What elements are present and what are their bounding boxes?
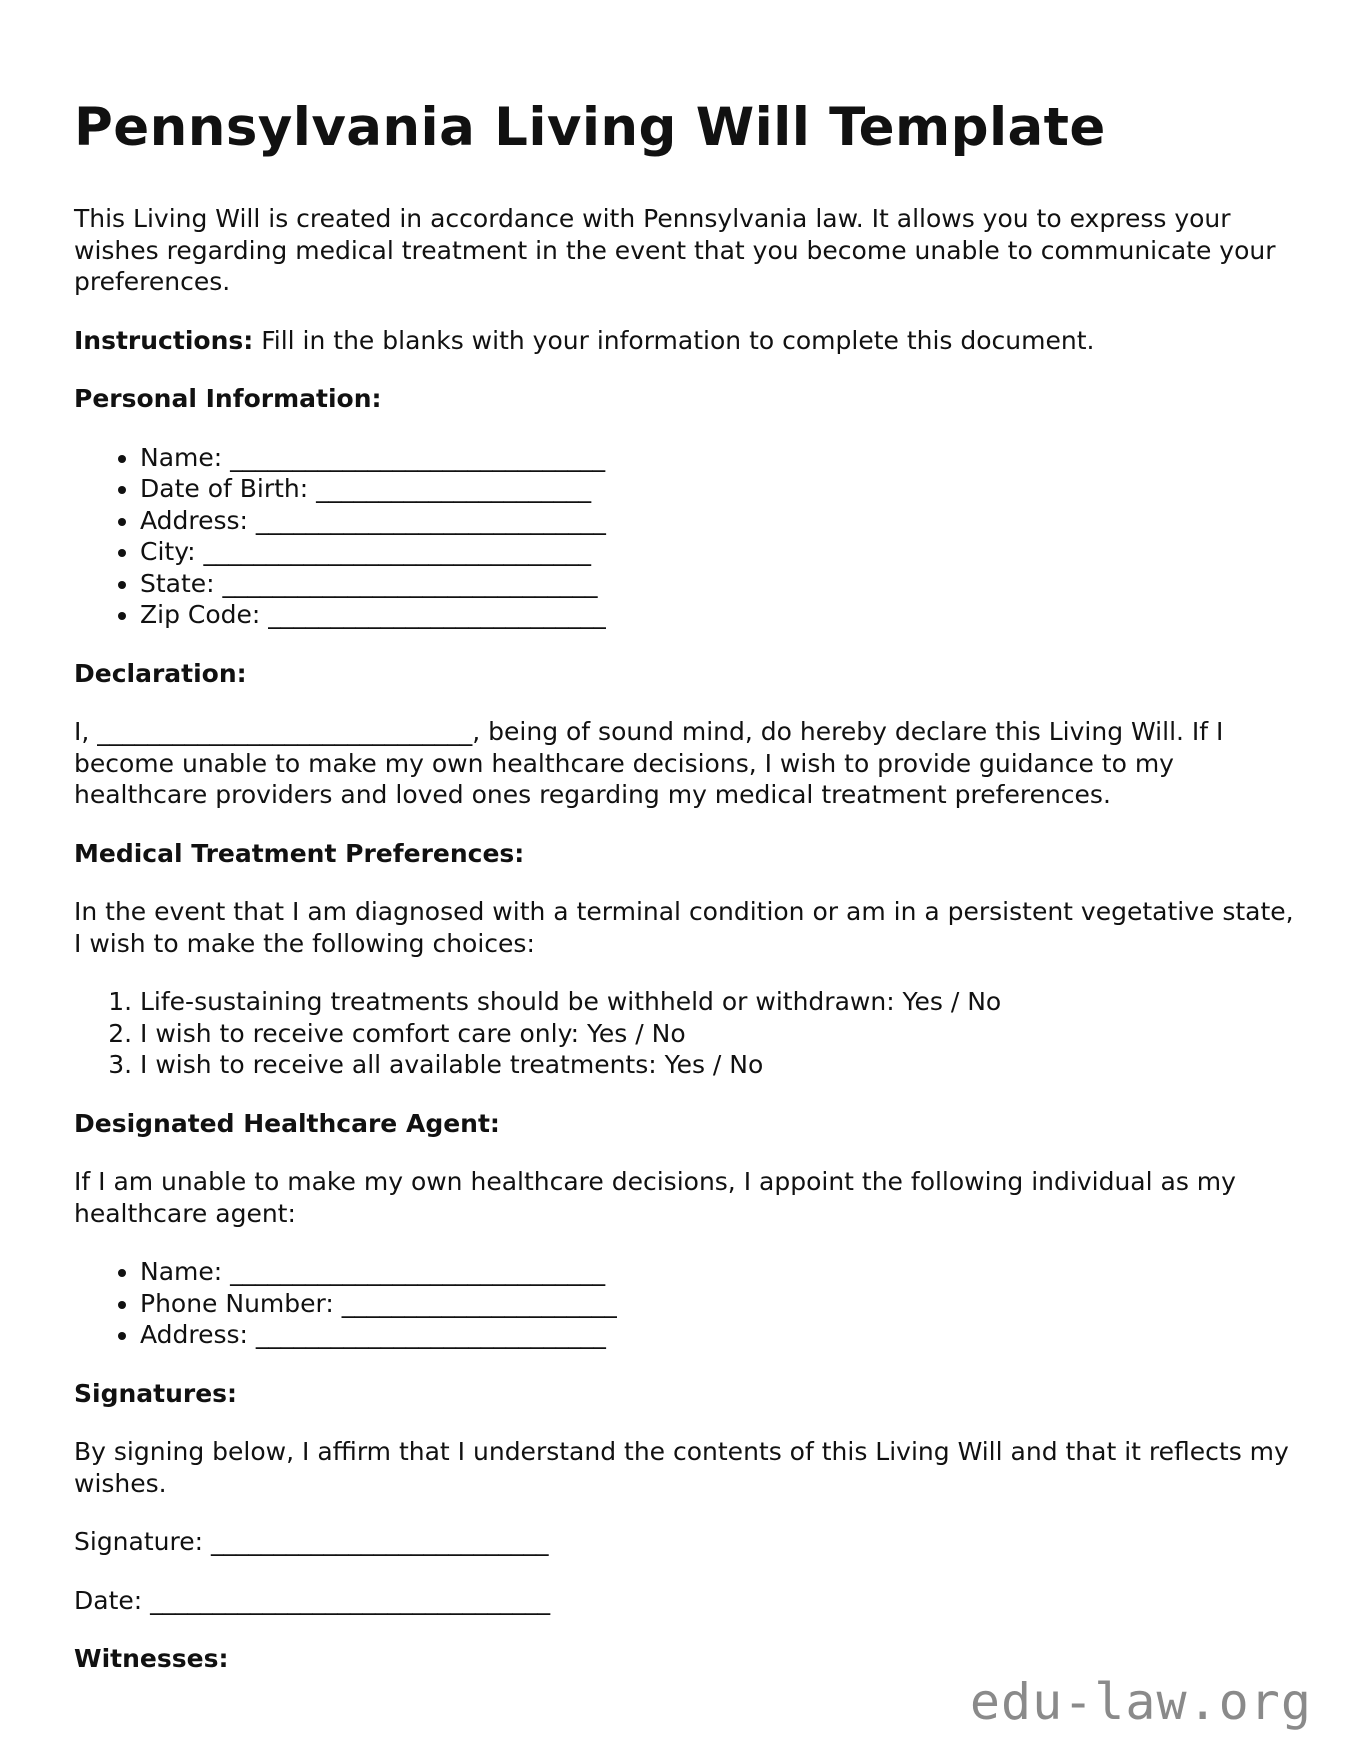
choice-life-sustaining: 1. Life-sustaining treatments should be withheld or withdrawn: Yes / No [140,986,1294,1018]
personal-zip-field: • Zip Code: ___________________________ [140,599,1294,631]
declaration-heading: Declaration: [74,658,247,688]
declaration-paragraph: I, ______________________________, being of sound mind, do hereby declare this Living Will. If I become unable to make my own healthcare decisions, I wish to provide guidance to my healthcare providers and loved ones regarding my medical treatment preferences. [74,717,1224,809]
choice-comfort-care: 2. I wish to receive comfort care only: Yes / No [140,1018,1294,1050]
document-page [74,95,1294,1702]
watermark: edu-law.org [969,1673,1312,1731]
personal-info-list [74,442,1294,631]
instructions-text: Fill in the blanks with your information to complete this document. [253,325,1095,355]
signature-line: Signature: ___________________________ [74,1527,549,1556]
personal-dob-field: • Date of Birth: ______________________ [140,473,1294,505]
agent-name-field: • Name: ______________________________ [140,1256,1294,1288]
medical-preferences-paragraph: In the event that I am diagnosed with a terminal condition or am in a persistent vegetative state, I wish to make the following choices: [74,897,1294,958]
medical-choices-list [74,986,1294,1081]
choice-all-treatments: 3. I wish to receive all available treatments: Yes / No [140,1049,1294,1081]
agent-heading: Designated Healthcare Agent: [74,1108,500,1138]
instructions-label: Instructions: [74,325,254,355]
personal-state-field: • State: ______________________________ [140,568,1294,600]
witnesses-heading: Witnesses: [74,1644,229,1673]
agent-info-list [74,1256,1294,1351]
personal-city-field: • City: _______________________________ [140,536,1294,568]
instructions-paragraph [74,325,1294,357]
agent-paragraph: If I am unable to make my own healthcare decisions, I appoint the following individual as my healthcare agent: [74,1167,1236,1228]
personal-address-field: • Address: ____________________________ [140,505,1294,537]
signatures-paragraph: By signing below, I affirm that I understand the contents of this Living Will and that it reflects my wishes. [74,1437,1289,1498]
agent-address-field: • Address: ____________________________ [140,1319,1294,1351]
signatures-heading: Signatures: [74,1378,238,1408]
date-line: Date: ________________________________ [74,1585,551,1615]
medical-preferences-heading: Medical Treatment Preferences: [74,838,525,868]
agent-phone-field: • Phone Number: ______________________ [140,1288,1294,1320]
document-title: Pennsylvania Living Will Template [74,97,1106,158]
personal-info-heading: Personal Information: [74,384,382,413]
personal-name-field: • Name: ______________________________ [140,442,1294,474]
intro-paragraph: This Living Will is created in accordance with Pennsylvania law. It allows you to express your wishes regarding medical treatment in the event that you become unable to communicate your preferences. [74,204,1276,296]
